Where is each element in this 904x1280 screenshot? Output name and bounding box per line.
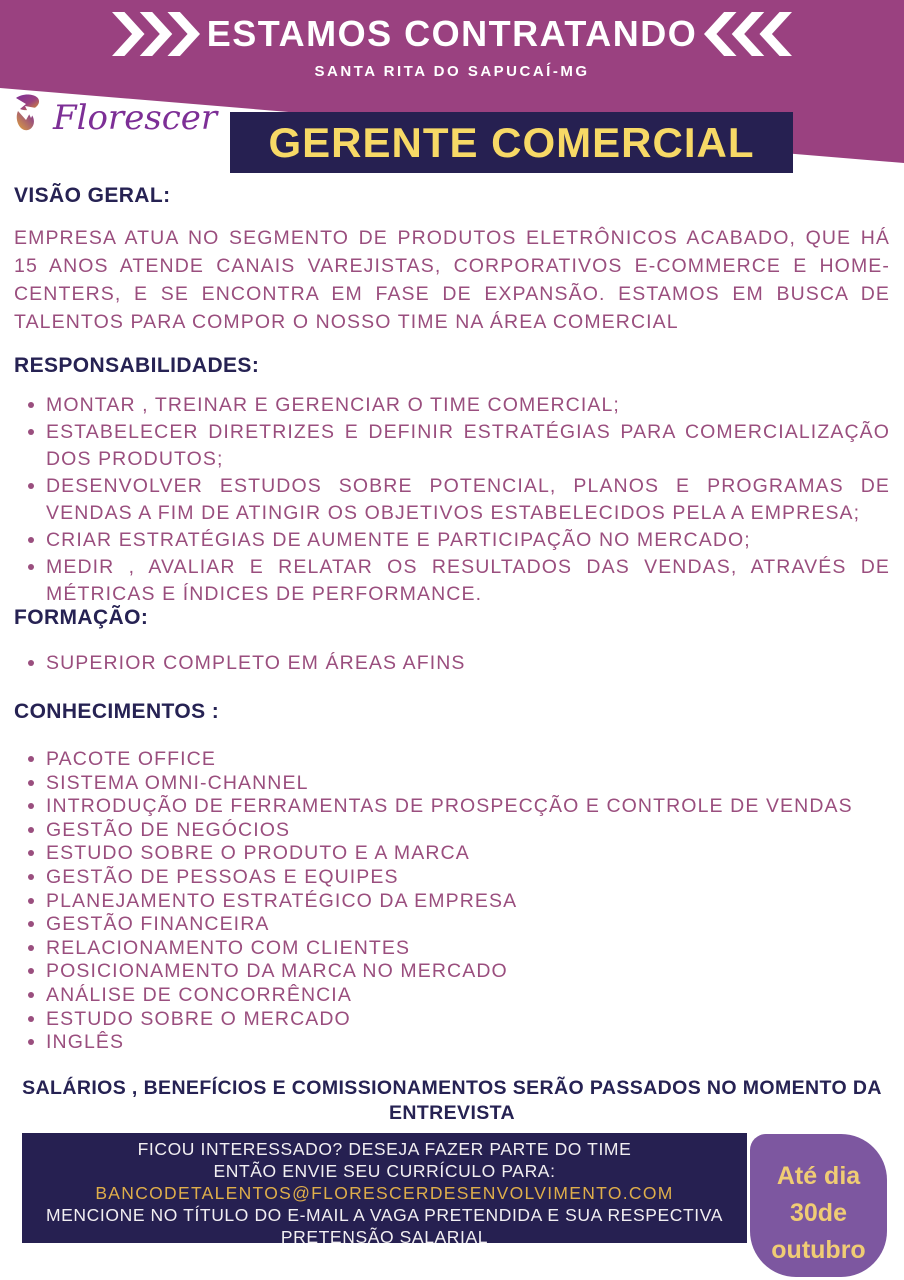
email-text: BANCODETALENTOS@FLORESCERDESENVOLVIMENTO.COM [95,1183,674,1203]
list-item: MONTAR , TREINAR E GERENCIAR O TIME COMERCIAL; [28,392,890,419]
responsibilities-heading: RESPONSABILIDADES: [14,354,260,377]
education-heading: FORMAÇÃO: [14,606,149,629]
deadline-line: 30de [790,1199,847,1227]
deadline-badge [750,1134,887,1277]
list-item: ESTUDO SOBRE O MERCADO [28,1008,890,1032]
list-item: PACOTE OFFICE [28,748,890,772]
logo-wordmark: Florescer [53,97,218,138]
knowledge-heading: CONHECIMENTOS : [14,700,220,723]
florescer-logo [12,94,217,141]
role-banner [230,112,793,173]
list-item: GESTÃO FINANCEIRA [28,913,890,937]
list-item: ESTABELECER DIRETRIZES E DEFINIR ESTRATÉGIAS PARA COMERCIALIZAÇÃO DOS PRODUTOS; [28,419,890,473]
overview-text: EMPRESA ATUA NO SEGMENTO DE PRODUTOS ELETRÔNICOS ACABADO, QUE HÁ 15 ANOS ATENDE CANAIS VAREJISTAS, CORPORATIVOS E-COMMERCE E HOME-CENTERS, E SE ENCONTRA EM FASE DE EXPANSÃO. ESTAMOS EM BUSCA DE TALENTOS PARA COMPOR O NOSSO TIME NA ÁREA COMERCIAL [14,227,890,333]
list-item: DESENVOLVER ESTUDOS SOBRE POTENCIAL, PLANOS E PROGRAMAS DE VENDAS A FIM DE ATINGIR OS OBJETIVOS ESTABELECIDOS PELA A EMPRESA; [28,473,890,527]
list-item: RELACIONAMENTO COM CLIENTES [28,937,890,961]
list-item: SUPERIOR COMPLETO EM ÁREAS AFINS [28,650,890,677]
list-item: MEDIR , AVALIAR E RELATAR OS RESULTADOS DAS VENDAS, ATRAVÉS DE MÉTRICAS E ÍNDICES DE PERFORMANCE. [28,554,890,608]
education-list [28,650,890,677]
location-subtitle: SANTA RITA DO SAPUCAÍ-MG [314,63,590,80]
footer-line-send-cv: ENTÃO ENVIE SEU CURRÍCULO PARA: [213,1161,556,1181]
list-item: ANÁLISE DE CONCORRÊNCIA [28,984,890,1008]
list-item: GESTÃO DE NEGÓCIOS [28,819,890,843]
role-title: GERENTE COMERCIAL [268,118,755,166]
hiring-title: ESTAMOS CONTRATANDO [206,13,698,54]
knowledge-list [28,748,890,1055]
salary-note: SALÁRIOS , BENEFÍCIOS E COMISSIONAMENTOS SERÃO PASSADOS NO MOMENTO DA ENTREVISTA [22,1077,882,1124]
overview-heading: VISÃO GERAL: [14,184,171,207]
deadline-line: outubro [771,1236,866,1264]
list-item: INGLÊS [28,1031,890,1055]
responsibilities-list [28,392,890,608]
list-item: GESTÃO DE PESSOAS E EQUIPES [28,866,890,890]
footer-line-mention: MENCIONE NO TÍTULO DO E-MAIL A VAGA PRETENDIDA E SUA RESPECTIVA PRETENSÃO SALARIAL [45,1205,724,1247]
deadline-line: Até dia [776,1162,861,1190]
list-item: CRIAR ESTRATÉGIAS DE AUMENTE E PARTICIPAÇÃO NO MERCADO; [28,527,890,554]
list-item: POSICIONAMENTO DA MARCA NO MERCADO [28,960,890,984]
list-item: PLANEJAMENTO ESTRATÉGICO DA EMPRESA [28,890,890,914]
list-item: INTRODUÇÃO DE FERRAMENTAS DE PROSPECÇÃO E CONTROLE DE VENDAS [28,795,890,819]
footer-line-interest: FICOU INTERESSADO? DESEJA FAZER PARTE DO TIME [137,1139,632,1159]
list-item: ESTUDO SOBRE O PRODUTO E A MARCA [28,842,890,866]
list-item: SISTEMA OMNI-CHANNEL [28,772,890,796]
footer-contact-box [22,1133,747,1247]
butterfly-icon [12,94,48,141]
